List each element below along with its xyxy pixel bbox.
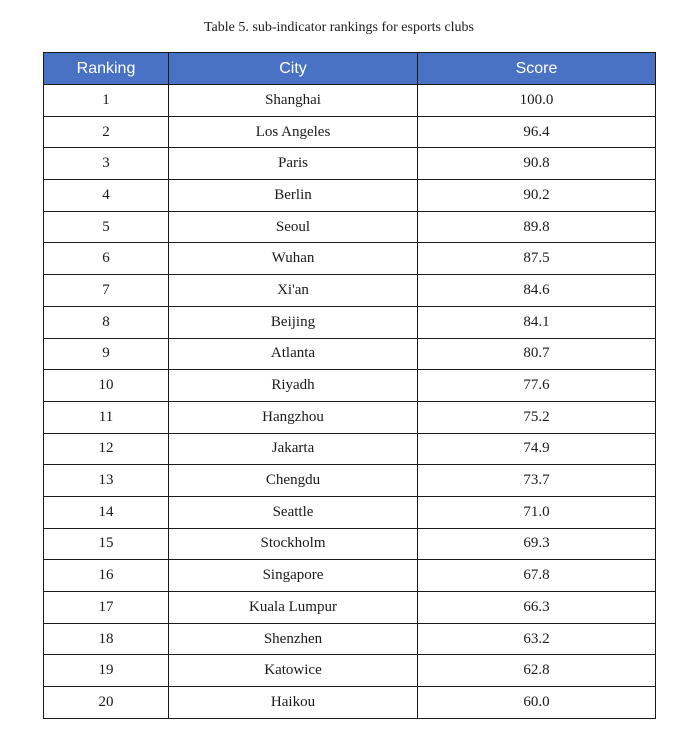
city-cell: Kuala Lumpur bbox=[169, 592, 418, 624]
ranking-cell: 17 bbox=[44, 592, 169, 624]
score-cell: 71.0 bbox=[418, 496, 656, 528]
score-cell: 69.3 bbox=[418, 528, 656, 560]
table-row bbox=[44, 655, 656, 687]
score-cell: 77.6 bbox=[418, 370, 656, 402]
score-cell: 80.7 bbox=[418, 338, 656, 370]
ranking-cell: 6 bbox=[44, 243, 169, 275]
ranking-cell: 3 bbox=[44, 148, 169, 180]
table-row bbox=[44, 401, 656, 433]
city-cell: Singapore bbox=[169, 560, 418, 592]
ranking-cell: 7 bbox=[44, 275, 169, 307]
score-cell: 73.7 bbox=[418, 465, 656, 497]
table-body bbox=[44, 85, 656, 719]
score-cell: 66.3 bbox=[418, 592, 656, 624]
table-row bbox=[44, 275, 656, 307]
city-cell: Beijing bbox=[169, 306, 418, 338]
table-row bbox=[44, 148, 656, 180]
header-ranking: Ranking bbox=[44, 53, 169, 85]
ranking-cell: 14 bbox=[44, 496, 169, 528]
score-cell: 74.9 bbox=[418, 433, 656, 465]
city-cell: Shanghai bbox=[169, 85, 418, 117]
ranking-cell: 8 bbox=[44, 306, 169, 338]
header-row bbox=[44, 53, 656, 85]
ranking-cell: 15 bbox=[44, 528, 169, 560]
score-cell: 90.2 bbox=[418, 180, 656, 212]
ranking-cell: 12 bbox=[44, 433, 169, 465]
ranking-cell: 1 bbox=[44, 85, 169, 117]
table-row bbox=[44, 623, 656, 655]
city-cell: Shenzhen bbox=[169, 623, 418, 655]
table-row bbox=[44, 433, 656, 465]
header-city: City bbox=[169, 53, 418, 85]
city-cell: Berlin bbox=[169, 180, 418, 212]
city-cell: Stockholm bbox=[169, 528, 418, 560]
city-cell: Haikou bbox=[169, 687, 418, 719]
score-cell: 100.0 bbox=[418, 85, 656, 117]
city-cell: Riyadh bbox=[169, 370, 418, 402]
score-cell: 63.2 bbox=[418, 623, 656, 655]
score-cell: 89.8 bbox=[418, 211, 656, 243]
table-row bbox=[44, 528, 656, 560]
table-caption: Table 5. sub-indicator rankings for esports clubs bbox=[203, 20, 474, 35]
ranking-cell: 13 bbox=[44, 465, 169, 497]
city-cell: Hangzhou bbox=[169, 401, 418, 433]
ranking-cell: 16 bbox=[44, 560, 169, 592]
score-cell: 87.5 bbox=[418, 243, 656, 275]
city-cell: Los Angeles bbox=[169, 116, 418, 148]
ranking-cell: 5 bbox=[44, 211, 169, 243]
city-cell: Xi'an bbox=[169, 275, 418, 307]
header-score: Score bbox=[418, 53, 656, 85]
score-cell: 62.8 bbox=[418, 655, 656, 687]
ranking-cell: 9 bbox=[44, 338, 169, 370]
city-cell: Seoul bbox=[169, 211, 418, 243]
ranking-cell: 11 bbox=[44, 401, 169, 433]
table-row bbox=[44, 338, 656, 370]
rankings-table bbox=[43, 52, 656, 719]
table-row bbox=[44, 116, 656, 148]
ranking-cell: 2 bbox=[44, 116, 169, 148]
score-cell: 67.8 bbox=[418, 560, 656, 592]
table-row bbox=[44, 180, 656, 212]
city-cell: Atlanta bbox=[169, 338, 418, 370]
table-row bbox=[44, 211, 656, 243]
city-cell: Chengdu bbox=[169, 465, 418, 497]
score-cell: 75.2 bbox=[418, 401, 656, 433]
table-row bbox=[44, 465, 656, 497]
table-row bbox=[44, 560, 656, 592]
score-cell: 90.8 bbox=[418, 148, 656, 180]
ranking-cell: 20 bbox=[44, 687, 169, 719]
city-cell: Seattle bbox=[169, 496, 418, 528]
ranking-cell: 10 bbox=[44, 370, 169, 402]
ranking-cell: 19 bbox=[44, 655, 169, 687]
score-cell: 84.1 bbox=[418, 306, 656, 338]
score-cell: 96.4 bbox=[418, 116, 656, 148]
table-row bbox=[44, 306, 656, 338]
table-header bbox=[44, 53, 656, 85]
score-cell: 84.6 bbox=[418, 275, 656, 307]
table-row bbox=[44, 592, 656, 624]
city-cell: Katowice bbox=[169, 655, 418, 687]
ranking-cell: 18 bbox=[44, 623, 169, 655]
ranking-cell: 4 bbox=[44, 180, 169, 212]
score-cell: 60.0 bbox=[418, 687, 656, 719]
table-row bbox=[44, 496, 656, 528]
city-cell: Wuhan bbox=[169, 243, 418, 275]
city-cell: Jakarta bbox=[169, 433, 418, 465]
table-row bbox=[44, 85, 656, 117]
table-row bbox=[44, 370, 656, 402]
city-cell: Paris bbox=[169, 148, 418, 180]
table-row bbox=[44, 687, 656, 719]
table-row bbox=[44, 243, 656, 275]
